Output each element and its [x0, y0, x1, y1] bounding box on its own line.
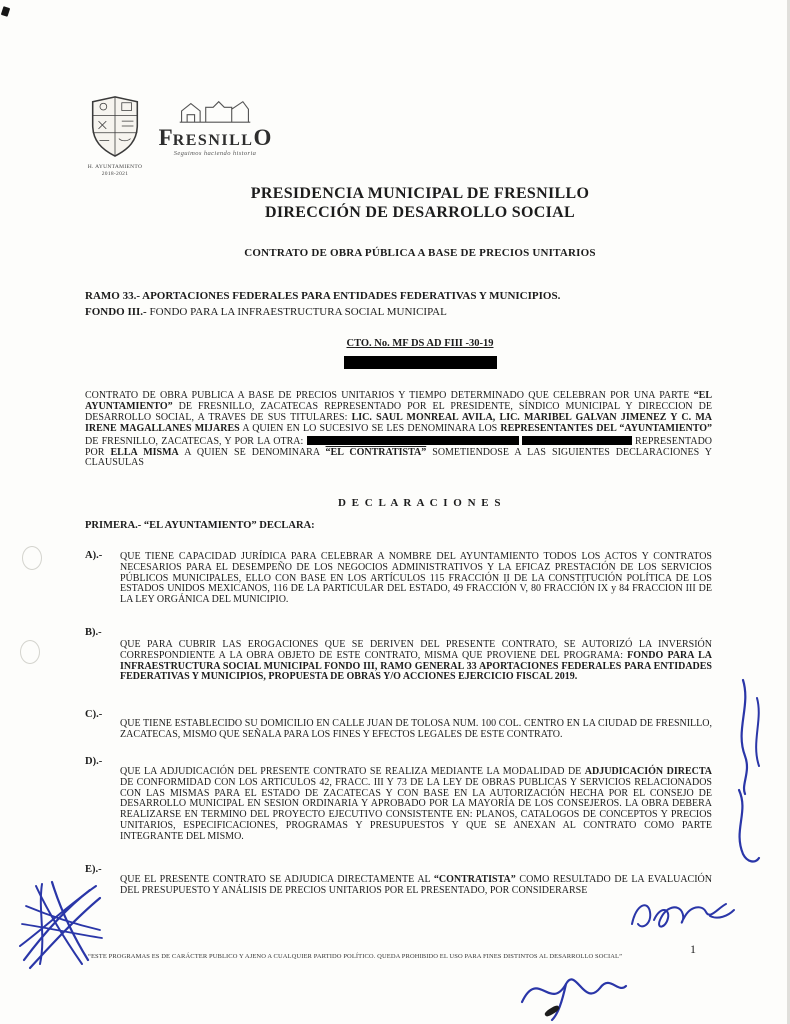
redaction-bar — [344, 356, 497, 369]
fondo-prefix: FONDO III.- — [85, 305, 147, 318]
margin-pen-strokes — [705, 672, 780, 872]
corner-scribble — [12, 876, 112, 980]
text-segment: ELLA MISMA — [110, 446, 179, 458]
clause-a — [85, 550, 712, 606]
intro-paragraph — [85, 391, 712, 469]
primera-heading: PRIMERA.- “EL AYUNTAMIENTO” DECLARA: — [85, 520, 315, 531]
clause-text — [120, 875, 712, 897]
fresnillo-logo — [150, 98, 280, 157]
crest-caption-line2: 2018-2021 — [101, 170, 129, 177]
crest-caption-line1: H. AYUNTAMIENTO — [87, 164, 143, 170]
document-title — [85, 184, 755, 222]
text-segment: DE CONFORMIDAD CON LOS ARTICULOS 42, FRACC. III Y 73 DE LA LEY DE OBRAS PUBLICAS Y SERVICIOS RELACIONADOS CON LAS MISMAS PARA EL ESTADO DE ZACATECAS Y CON BASE EN LA AUTORIZACIÓN HECHA POR EL CONSEJO DE DESARROLLO MUNICIPAL EN SESION ORDINARIA Y APROBADO POR LA MAYORÍA DE LOS CONSEJEROS. LA OBRA DEBERA REALIZARSE EN TERMINO DEL PROYECTO EJECUTIVO CONSISTENTE EN: PLANOS, CATALOGOS DE CONCEPTOS Y PRECIOS UNITARIOS, ESPECIFICACIONES, PROGRAMAS Y PRESUPUESTOS Y QUE SE ANEXAN AL CONTRATO COMO PARTE INTEGRANTE DEL MISMO. — [120, 776, 712, 842]
faint-pencil-circle — [20, 640, 40, 664]
municipal-crest-logo — [86, 94, 144, 177]
clause-label: E).- — [85, 864, 102, 875]
text-segment: DE FRESNILLO, ZACATECAS, Y POR LA OTRA: — [85, 435, 307, 447]
contract-type-heading: CONTRATO DE OBRA PÚBLICA A BASE DE PRECIOS UNITARIOS — [244, 247, 596, 259]
text-segment: REPRESENTADO POR — [85, 435, 713, 458]
text-segment: QUE LA ADJUDICACIÓN DEL PRESENTE CONTRATO SE REALIZA MEDIANTE LA MODALIDAD DE — [120, 766, 585, 777]
clause-label: B).- — [85, 627, 102, 638]
clause-b — [85, 627, 712, 683]
text-segment: A QUIEN EN LO SUCESIVO SE LES DENOMINARA LOS — [239, 422, 501, 434]
signature-scribble — [626, 886, 738, 942]
clause-text — [120, 552, 712, 606]
text-segment: QUE TIENE ESTABLECIDO SU DOMICILIO EN CALLE JUAN DE TOLOSA NUM. 100 COL. CENTRO EN LA CIUDAD DE FRESNILLO, ZACATECAS, MISMO QUE SEÑALA PARA LOS FINES Y EFECTOS LEGALES DE ESTE CONTRATO. — [120, 718, 712, 740]
text-segment: QUE PARA CUBRIR LAS EROGACIONES QUE SE DERIVEN DEL PRESENTE CONTRATO, SE AUTORIZÓ LA INVERSIÓN CORRESPONDIENTE A LA OBRA OBJETO DE ESTE CONTRATO, MISMA QUE PROVIENE DEL PROGRAMA: — [120, 639, 712, 661]
clause-label: C).- — [85, 709, 103, 720]
redaction-bar — [307, 436, 519, 445]
program-heading — [85, 289, 735, 320]
clause-label: D).- — [85, 756, 103, 767]
faint-pencil-circle — [22, 546, 42, 570]
clause-label: A).- — [85, 550, 103, 561]
scan-speck — [1, 6, 10, 17]
declarations-heading: D E C L A R A C I O N E S — [337, 497, 503, 509]
title-line1: PRESIDENCIA MUNICIPAL DE FRESNILLO — [250, 185, 590, 202]
page-number: 1 — [690, 942, 696, 956]
wordmark-final: O — [253, 125, 272, 150]
text-segment: CONTRATO DE OBRA PUBLICA A BASE DE PRECIOS UNITARIOS Y TIEMPO DETERMINADO QUE CELEBRAN POR UNA PARTE — [85, 390, 694, 401]
clause-d — [85, 756, 712, 843]
footer-squiggle — [512, 958, 632, 1022]
text-segment: QUE TIENE CAPACIDAD JURÍDICA PARA CELEBRAR A NOMBRE DEL AYUNTAMIENTO TODOS LOS ACTOS Y CONTRATOS NECESARIOS PARA EL DESEMPEÑO DE LOS NEGOCIOS ADMINISTRATIVOS Y LA EFICAZ PRESTACIÓN DE LOS SERVICIOS PÚBLICOS MUNICIPALES, ELLO CON BASE EN LOS ARTÍCULOS 115 FRACCIÓN II DE LA CONSTITUCIÓN POLÍTICA DE LOS ESTADOS UNIDOS MEXICANOS, 116 DE LA PARTICULAR DEL ESTADO, 49 FRACCIÓN V, 80 FRACCIÓN IX y 84 FRACCION III DE LA LEY ORGÁNICA DEL MUNICIPIO. — [120, 551, 712, 606]
text-segment: REPRESENTANTES DEL “AYUNTAMIENTO” — [500, 422, 712, 434]
monument-line-art-icon — [175, 98, 255, 124]
footer-disclaimer: “ESTE PROGRAMAS ES DE CARÁCTER PUBLICO Y AJENO A CUALQUIER PARTIDO POLÍTICO. QUEDA PROHIBIDO EL USO PARA FINES DISTINTOS AL DESARROLLO SOCIAL” — [88, 953, 623, 960]
text-segment: SOMETIENDOSE A LAS SIGUIENTES DECLARACIONES Y CLAUSULAS — [85, 446, 713, 469]
wordmark-middle: RESNILL — [172, 132, 254, 149]
contract-number: CTO. No. MF DS AD FIII -30-19 — [346, 338, 494, 349]
text-segment: “CONTRATISTA” — [433, 874, 516, 885]
fondo-rest: FONDO PARA LA INFRAESTRUCTURA SOCIAL MUNICIPAL — [146, 305, 447, 318]
text-segment: “EL AYUNTAMIENTO” — [85, 390, 712, 412]
coat-of-arms-icon — [89, 94, 141, 158]
logo-tagline: Seguimos haciendo historia — [173, 150, 257, 157]
text-segment: LIC. SAUL MONREAL AVILA, LIC. MARIBEL GALVAN JIMENEZ Y C. MA IRENE MAGALLANES MIJARES — [85, 411, 712, 434]
clause-c — [85, 709, 712, 741]
text-segment: FONDO PARA LA INFRAESTRUCTURA SOCIAL MUNICIPAL FONDO III, RAMO GENERAL 33 APORTACIONES FEDERALES PARA ENTIDADES FEDERATIVAS Y MUNICIPIOS, PROPUESTA DE OBRAS Y/O ACCIONES EJERCICIO FISCAL 2019. — [120, 649, 712, 683]
text-segment: QUE EL PRESENTE CONTRATO SE ADJUDICA DIRECTAMENTE AL — [120, 874, 434, 885]
clause-text — [120, 640, 712, 683]
crest-caption — [86, 164, 144, 177]
clause-text — [120, 719, 712, 741]
redaction-bar — [522, 436, 632, 445]
fondo-line — [85, 305, 735, 321]
text-segment: A QUIEN SE DENOMINARA — [178, 446, 326, 458]
fresnillo-wordmark — [150, 125, 280, 151]
text-segment: COMO RESULTADO DE LA EVALUACIÓN DEL PRESUPUESTO Y ANÁLISIS DE PRECIOS UNITARIOS POR EL PRESENTADO, POR CONSIDERARSE — [120, 874, 712, 896]
text-segment: “EL CONTRATISTA” — [325, 446, 427, 458]
text-segment: ADJUDICACIÓN DIRECTA — [584, 766, 712, 777]
clause-text — [120, 767, 712, 843]
clause-e — [85, 864, 712, 897]
text-segment: DE FRESNILLO, ZACATECAS REPRESENTADO POR EL PRESIDENTE, SÍNDICO MUNICIPAL Y DIRECCION DE DESARROLLO SOCIAL, A TRAVES DE SUS TITULARES: — [85, 400, 712, 423]
ramo-line: RAMO 33.- APORTACIONES FEDERALES PARA ENTIDADES FEDERATIVAS Y MUNICIPIOS. — [85, 290, 561, 302]
title-line2: DIRECCIÓN DE DESARROLLO SOCIAL — [265, 204, 575, 221]
wordmark-initial: F — [158, 125, 173, 150]
